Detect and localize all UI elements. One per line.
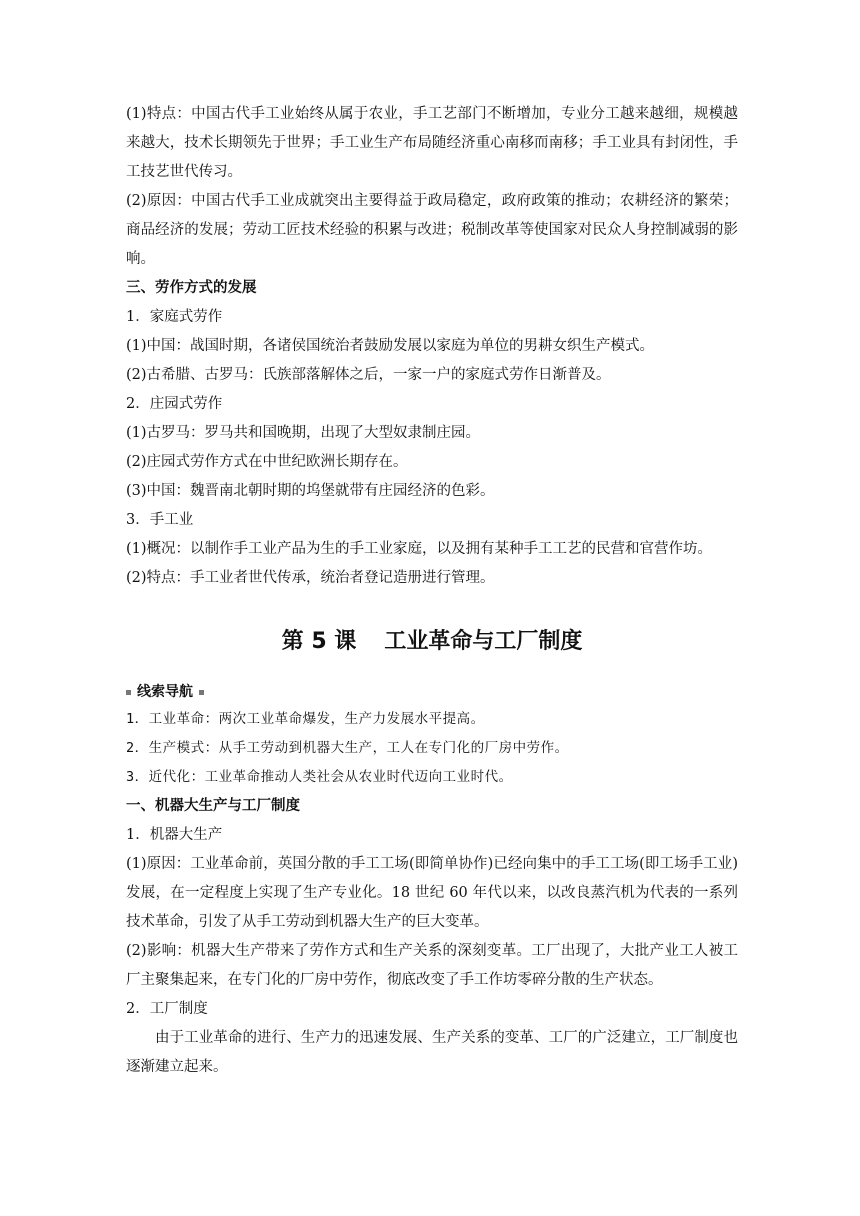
paragraph-reasons: (2)原因：中国古代手工业成就突出主要得益于政局稳定，政府政策的推动；农耕经济的繁荣；商品经济的发展；劳动工匠技术经验的积累与改进；税制改革等使国家对民众人身控制减弱的影响。 <box>126 193 738 267</box>
square-bullet-icon <box>199 690 204 695</box>
paragraph-features: (1)特点：中国古代手工业始终从属于农业，手工艺部门不断增加，专业分工越来越细，规模越来越大，技术长期领先于世界；手工业生产布局随经济重心南移而南移；手工业具有封闭性，手工技艺世代传习。 <box>126 106 738 180</box>
subheading-handicraft: 3．手工业 <box>126 512 194 528</box>
clue-navigation-label: 线索导航 <box>137 684 193 700</box>
manor-labor-rome: (1)古罗马：罗马共和国晚期，出现了大型奴隶制庄园。 <box>126 425 481 441</box>
manor-labor-china: (3)中国：魏晋南北朝时期的坞堡就带有庄园经济的色彩。 <box>126 483 495 499</box>
family-labor-china: (1)中国：战国时期，各诸侯国统治者鼓励发展以家庭为单位的男耕女织生产模式。 <box>126 338 655 354</box>
heading-labor-methods: 三、劳作方式的发展 <box>126 280 257 296</box>
lesson-name: 工业革命与工厂制度 <box>384 629 583 654</box>
subheading-machine-production: 1．机器大生产 <box>126 827 223 843</box>
clue-navigation-heading <box>126 679 738 705</box>
machine-production-reasons: (1)原因：工业革命前，英国分散的手工工场(即简单协作)已经向集中的手工工场(即工场手工业)发展，在一定程度上实现了生产专业化。18 世纪 60 年代以来，以改良蒸汽机为代表的一系列技术革命，引发了从手工劳动到机器大生产的巨大变革。 <box>126 856 738 930</box>
subheading-manor-labor: 2．庄园式劳作 <box>126 396 223 412</box>
document-page <box>126 100 738 1082</box>
manor-labor-europe: (2)庄园式劳作方式在中世纪欧洲长期存在。 <box>126 454 408 470</box>
subheading-family-labor: 1．家庭式劳作 <box>126 309 223 325</box>
lesson-title <box>126 627 738 657</box>
factory-system-text: 由于工业革命的进行、生产力的迅速发展、生产关系的变革、工厂的广泛建立，工厂制度也逐渐建立起来。 <box>126 1030 738 1075</box>
nav-item-modernization: 3．近代化：工业革命推动人类社会从农业时代迈向工业时代。 <box>126 769 513 785</box>
handicraft-features: (2)特点：手工业者世代传承，统治者登记造册进行管理。 <box>126 570 495 586</box>
lesson-number: 第 5 课 <box>281 629 357 654</box>
nav-item-industrial-revolution: 1．工业革命：两次工业革命爆发，生产力发展水平提高。 <box>126 711 485 727</box>
nav-item-production-mode: 2．生产模式：从手工劳动到机器大生产，工人在专门化的厂房中劳作。 <box>126 740 569 756</box>
subheading-factory-system: 2．工厂制度 <box>126 1001 208 1017</box>
square-bullet-icon <box>126 690 131 695</box>
handicraft-overview: (1)概况：以制作手工业产品为生的手工业家庭，以及拥有某种手工工艺的民营和官营作坊。 <box>126 541 713 557</box>
family-labor-greece-rome: (2)古希腊、古罗马：氏族部落解体之后，一家一户的家庭式劳作日渐普及。 <box>126 367 611 383</box>
machine-production-impact: (2)影响：机器大生产带来了劳作方式和生产关系的深刻变革。工厂出现了，大批产业工人被工厂主聚集起来，在专门化的厂房中劳作，彻底改变了手工作坊零碎分散的生产状态。 <box>126 943 738 988</box>
heading-machine-production: 一、机器大生产与工厂制度 <box>126 798 300 814</box>
